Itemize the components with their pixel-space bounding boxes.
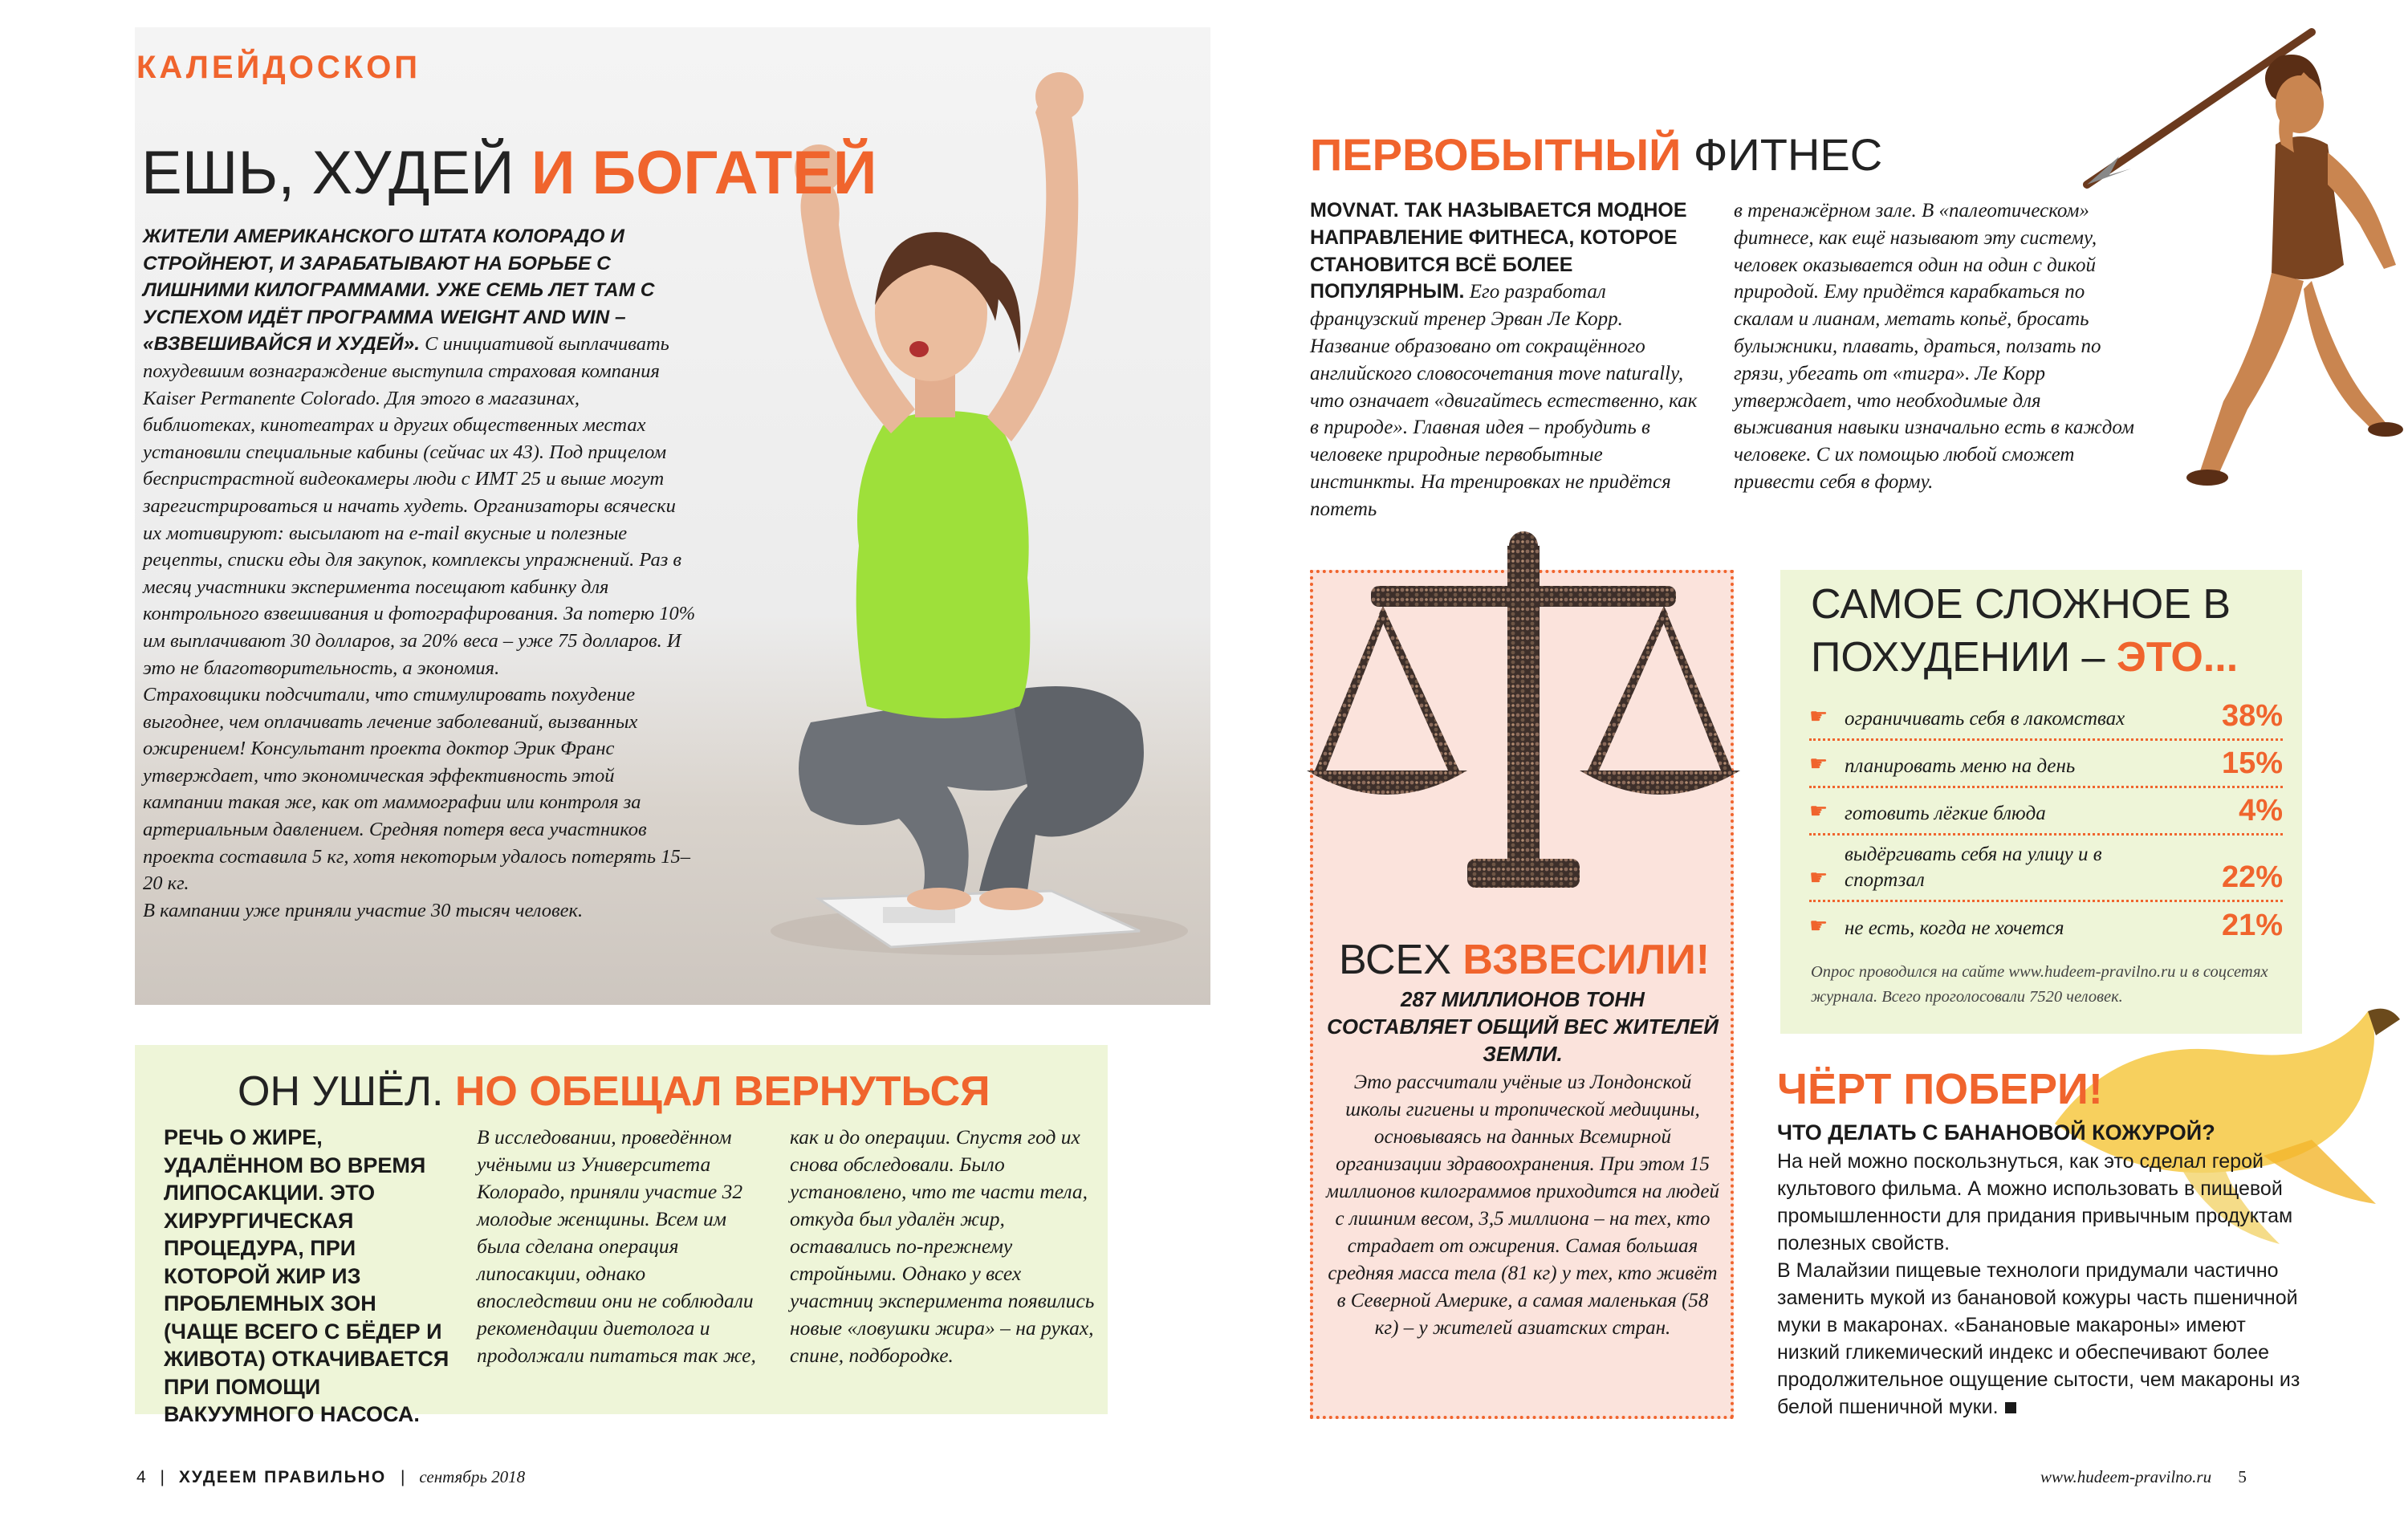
primal-fitness-lead: MOVNAT. ТАК НАЗЫВАЕТСЯ МОДНОЕ НАПРАВЛЕНИЕ ФИТНЕСА, КОТОРОЕ СТАНОВИТСЯ ВСЁ БОЛЕЕ ПОПУЛЯРНЫМ.: [1310, 199, 1687, 303]
issue-date: сентябрь 2018: [419, 1467, 526, 1486]
poll-item-label: ограничивать себя в лакомствах: [1845, 708, 2125, 730]
main-article-body-3: В кампании уже приняли участие 30 тысяч человек.: [143, 899, 584, 921]
liposuction-body-col-1: В исследовании, проведённом учёными из Университета Колорадо, приняли участие 32 молодые женщины. Всем им была сделана операция липосакции, однако впоследствии они не соблюдали рекомендации диетолога и продолжали питаться так же,: [477, 1125, 756, 1367]
footer-right: [2040, 1467, 2247, 1487]
poll-results-list: [1809, 693, 2283, 948]
liposuction-title-part-2: НО ОБЕЩАЛ ВЕРНУТЬСЯ: [454, 1068, 990, 1115]
pointing-hand-icon: ☛: [1809, 799, 1828, 823]
poll-item-label: готовить лёгкие блюда: [1845, 803, 2046, 824]
poll-item: [1809, 693, 2283, 741]
end-of-article-mark: [2005, 1402, 2016, 1413]
primal-title-part-2: ФИТНЕС: [1693, 129, 1883, 180]
scales-title-part-1: ВСЕХ: [1339, 937, 1463, 983]
main-article-title: [141, 139, 877, 207]
scales-of-people-illustration: [1275, 530, 1772, 915]
scales-body: Это рассчитали учёные из Лондонской школы гигиены и тропической медицины, основываясь на данных Всемирной организации здравоохранения. При этом 15 миллионов килограммов приходится на людей с лишним весом, 3,5 миллиона – на тех, кто страдает от ожирения. Самая большая средняя масса тела (81 кг) у тех, кто живёт в Северной Америке, а самая маленькая (58 кг) – у жителей азиатских стран.: [1326, 1071, 1719, 1339]
poll-title-part-1: САМОЕ СЛОЖНОЕ В ПОХУДЕНИИ –: [1811, 581, 2231, 681]
main-article-text: [143, 223, 697, 924]
section-rubric: КАЛЕЙДОСКОП: [136, 50, 421, 85]
poll-item: [1809, 788, 2283, 836]
liposuction-body-col-2: как и до операции. Спустя год их снова обследовали. Было установлено, что те части тела, откуда был удалён жир, оставались по-прежнему стройными. Однако у всех участниц эксперимента появились новые «ловушки жира» – на руках, спине, подбородке.: [790, 1125, 1095, 1367]
banana-peel-title: ЧЁРТ ПОБЕРИ!: [1777, 1065, 2103, 1113]
website-url[interactable]: www.hudeem-pravilno.ru: [2040, 1467, 2212, 1486]
poll-item-label: не есть, когда не хочется: [1845, 917, 2064, 939]
liposuction-lead: РЕЧЬ О ЖИРЕ, УДАЛЁННОМ ВО ВРЕМЯ ЛИПОСАКЦИИ. ЭТО ХИРУРГИЧЕСКАЯ ПРОЦЕДУРА, ПРИ КОТОРОЙ ЖИР ИЗ ПРОБЛЕМНЫХ ЗОН (ЧАЩЕ ВСЕГО С БЁДЕР И ЖИВОТА) ОТКАЧИВАЕТСЯ ПРИ ПОМОЩИ ВАКУУМНОГО НАСОСА.: [164, 1125, 449, 1426]
magazine-name: ХУДЕЕМ ПРАВИЛЬНО: [178, 1468, 387, 1486]
poll-footnote: Опрос проводился на сайте www.hudeem-pravilno.ru и в соцсетях журнала. Всего проголосовали 7520 человек.: [1811, 963, 2268, 1006]
liposuction-title-part-1: ОН УШЁЛ.: [238, 1068, 455, 1115]
poll-item-label: планировать меню на день: [1845, 755, 2076, 777]
page-number-right: 5: [2238, 1467, 2247, 1486]
poll-item-value: 22%: [2221, 860, 2283, 894]
primal-title-part-1: ПЕРВОБЫТНЫЙ: [1310, 129, 1694, 180]
pointing-hand-icon: ☛: [1809, 704, 1828, 728]
main-article-lead: ЖИТЕЛИ АМЕРИКАНСКОГО ШТАТА КОЛОРАДО И СТРОЙНЕЮТ, И ЗАРАБАТЫВАЮТ НА БОРЬБЕ С ЛИШНИМИ КИЛОГРАММАМИ. УЖЕ СЕМЬ ЛЕТ ТАМ С УСПЕХОМ ИДЁТ ПРОГРАММА WEIGHT AND WIN – «ВЗВЕШИВАЙСЯ И ХУДЕЙ».: [143, 226, 655, 356]
page-number-left: 4: [136, 1468, 146, 1486]
primal-fitness-col-1: [1310, 197, 1703, 523]
pointing-hand-icon: ☛: [1809, 751, 1828, 775]
banana-peel-body-2: В Малайзии пищевые технологи придумали частично заменить мукой из банановой кожуры часть пшеничной муки в макаронах. «Банановые макароны» имеют низкий гликемический индекс и обеспечивают более продолжительное ощущение сытости, чем макароны из белой пшеничной муки.: [1777, 1259, 2300, 1418]
primal-fitness-col-2: в тренажёрном зале. В «палеотическом» фитнесе, как ещё называют эту систему, человек оказывается один на один с дикой природой. Ему придётся карабкаться по скалам и лианам, метать копьё, бросать булыжники, плавать, драться, ползать по грязи, убегать от «тигра». Ле Корр утверждает, что необходимые для выживания навыки изначально есть в каждом человеке. С их помощью любой сможет привести себя в форму.: [1734, 200, 2134, 493]
liposuction-title: [238, 1067, 990, 1116]
pointing-hand-icon: ☛: [1809, 865, 1828, 889]
poll-item-value: 21%: [2221, 909, 2283, 942]
poll-item: [1809, 836, 2283, 902]
main-article-body-1: С инициативой выплачивать похудевшим вознаграждение выступила страховая компания Kaiser Permanente Colorado. Для этого в магазинах, библиотеках, кинотеатрах и других общественных местах установили специальные кабины (сейчас их 43). Под прицелом беспристрастной видеокамеры люди с ИМТ 25 и выше могут зарегистрироваться и начать худеть. Организаторы всячески их мотивируют: высылают на e-mail вкусные и полезные рецепты, списки еды для закупок, комплексы упражнений. Раз в месяц участники эксперимента посещают кабинку для контрольного взвешивания и фотографирования. За потерю 10% им выплачивают 30 долларов, за 20% веса – уже 75 долларов. И это не благотворительность, а экономия.: [143, 333, 696, 679]
poll-item-value: 15%: [2221, 746, 2283, 780]
footer-left: 4 | ХУДЕЕМ ПРАВИЛЬНО | сентябрь 2018: [136, 1467, 526, 1486]
banana-peel-body-1: На ней можно поскользнуться, как это сделал герой культового фильма. А можно использовать в пищевой промышленности для придания привычным продуктам полезных свойств.: [1777, 1150, 2293, 1254]
poll-title-part-2: ЭТО...: [2116, 634, 2239, 681]
poll-title: [1811, 578, 2292, 684]
scales-lead: 287 МИЛЛИОНОВ ТОНН СОСТАВЛЯЕТ ОБЩИЙ ВЕС ЖИТЕЛЕЙ ЗЕМЛИ.: [1327, 987, 1719, 1066]
poll-item-value: 38%: [2221, 699, 2283, 733]
pointing-hand-icon: ☛: [1809, 913, 1828, 937]
main-title-part-1: ЕШЬ, ХУДЕЙ: [141, 139, 531, 207]
poll-item: [1809, 741, 2283, 788]
main-article-body-2: Страховщики подсчитали, что стимулировать похудение выгоднее, чем оплачивать лечение заболеваний, вызванных ожирением! Консультант проекта доктор Эрик Франс утверждает, что экономическая эффективность этой кампании такая же, как от маммографии или контроля за артериальным давлением. Средняя потеря веса участников проекта составила 5 кг, хотя некоторым удалось потерять 15–20 кг.: [143, 684, 690, 895]
main-title-part-2: И БОГАТЕЙ: [531, 139, 877, 207]
primal-fitness-body-1: Его разработал французский тренер Эрван Ле Корр. Название образовано от сокращённого английского словосочетания move naturally, что означает «двигайтесь естественно, как в природе». Главная идея – пробудить в человеке природные первобытные инстинкты. На тренировках не придётся потеть: [1310, 281, 1698, 520]
primal-fitness-title: [1310, 128, 1882, 181]
banana-peel-question: ЧТО ДЕЛАТЬ С БАНАНОВОЙ КОЖУРОЙ?: [1777, 1120, 2215, 1145]
banana-peel-text: [1777, 1148, 2307, 1421]
poll-item-label: выдёргивать себя на улицу и в спортзал: [1845, 844, 2102, 891]
scales-title: [1339, 936, 1710, 984]
poll-item-value: 4%: [2239, 794, 2283, 827]
scales-title-part-2: ВЗВЕСИЛИ!: [1462, 937, 1710, 983]
poll-item: [1809, 902, 2283, 948]
caveman-illustration: [2071, 24, 2408, 522]
